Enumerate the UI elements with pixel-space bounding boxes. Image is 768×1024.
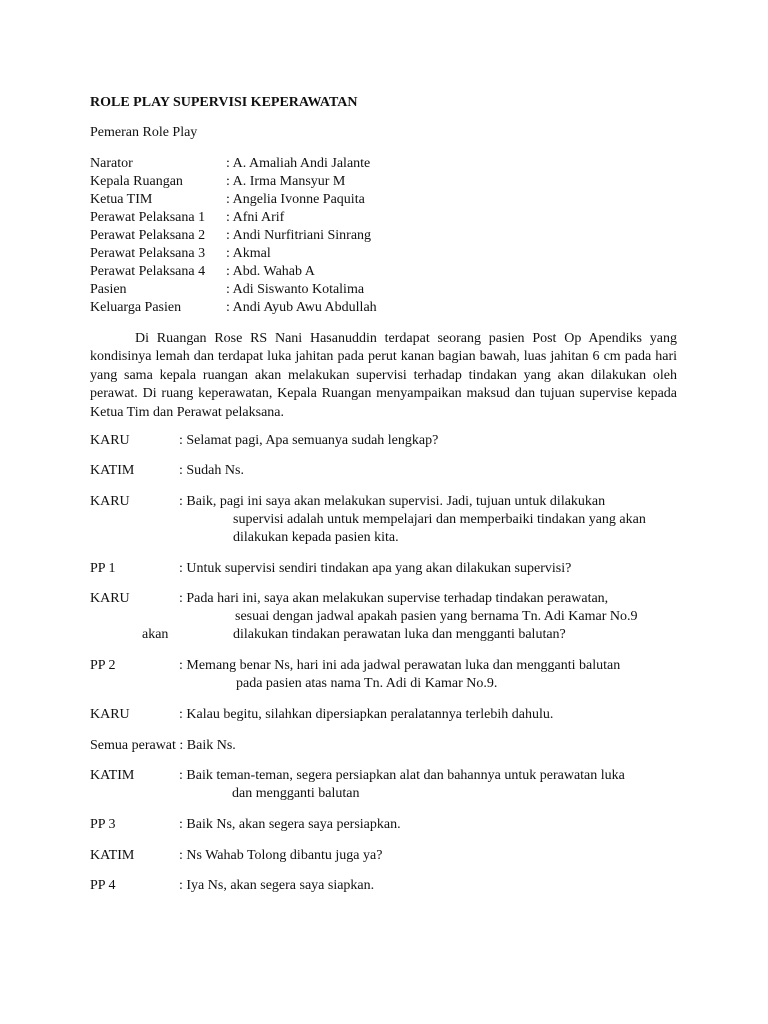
dialogue-line: dilakukan tindakan perawatan luka dan mengganti balutan?: [233, 627, 566, 642]
dialogue-line: pada pasien atas nama Tn. Adi di Kamar No.9.: [236, 676, 498, 691]
speaker-label: PP 4: [90, 878, 116, 893]
dialogue-line: : Selamat pagi, Apa semuanya sudah lengkap?: [179, 433, 439, 448]
dialogue-line: dilakukan kepada pasien kita.: [233, 530, 399, 545]
cast-heading: Pemeran Role Play: [90, 125, 198, 140]
cast-role: Perawat Pelaksana 4: [90, 264, 206, 279]
cast-role: Perawat Pelaksana 3: [90, 246, 206, 261]
dialogue-line: : Memang benar Ns, hari ini ada jadwal perawatan luka dan mengganti balutan: [179, 658, 621, 673]
dialogue-line: : Iya Ns, akan segera saya siapkan.: [179, 878, 375, 893]
cast-name: : A. Amaliah Andi Jalante: [226, 156, 371, 171]
speaker-label: PP 1: [90, 561, 116, 576]
dialogue-line: : Untuk supervisi sendiri tindakan apa yang akan dilakukan supervisi?: [179, 561, 572, 576]
dialogue-line: : Ns Wahab Tolong dibantu juga ya?: [179, 848, 383, 863]
cast-name: : Andi Ayub Awu Abdullah: [226, 300, 377, 315]
dialogue-line: : Pada hari ini, saya akan melakukan supervise terhadap tindakan perawatan,: [179, 591, 609, 606]
cast-name: : A. Irma Mansyur M: [226, 174, 346, 189]
speaker-label: KARU: [90, 433, 130, 448]
dialogue-line: dan mengganti balutan: [232, 786, 360, 801]
cast-role: Keluarga Pasien: [90, 300, 182, 315]
cast-role: Kepala Ruangan: [90, 174, 183, 189]
cast-name: : Abd. Wahab A: [226, 264, 315, 279]
intro-text: Di Ruangan Rose RS Nani Hasanuddin terdapat seorang pasien Post Op Apendiks yang kondisinya lemah dan terdapat luka jahitan pada perut kanan bagian bawah, luas jahitan 6 cm pada hari yang sama kepala ruangan akan melakukan supervisi terhadap tindakan yang akan dilakukan oleh perawat. Di ruang keperawatan, Kepala Ruangan menyampaikan maksud dan tujuan supervise kepada Ketua Tim dan Perawat pelaksana.: [90, 331, 677, 420]
cast-role: Narator: [90, 156, 133, 171]
dialogue-line: supervisi adalah untuk mempelajari dan memperbaiki tindakan yang akan: [233, 512, 646, 527]
intro-paragraph: [90, 330, 677, 422]
dialogue-line: sesuai dengan jadwal apakah pasien yang bernama Tn. Adi Kamar No.9: [235, 609, 638, 624]
dialogue-line: : Baik teman-teman, segera persiapkan alat dan bahannya untuk perawatan luka: [179, 768, 625, 783]
speaker-label: PP 3: [90, 817, 116, 832]
cast-role: Perawat Pelaksana 1: [90, 210, 206, 225]
dialogue-line: : Baik, pagi ini saya akan melakukan supervisi. Jadi, tujuan untuk dilakukan: [179, 494, 606, 509]
cast-role: Ketua TIM: [90, 192, 153, 207]
dialogue-line: : Sudah Ns.: [179, 463, 244, 478]
cast-role: Pasien: [90, 282, 127, 297]
cast-name: : Akmal: [226, 246, 271, 261]
dialogue-word: akan: [142, 627, 169, 642]
speaker-label: KARU: [90, 494, 130, 509]
speaker-label: KATIM: [90, 768, 135, 783]
cast-role: Perawat Pelaksana 2: [90, 228, 206, 243]
speaker-label: KARU: [90, 591, 130, 606]
cast-name: : Adi Siswanto Kotalima: [226, 282, 365, 297]
cast-name: : Andi Nurfitriani Sinrang: [226, 228, 372, 243]
document-title: ROLE PLAY SUPERVISI KEPERAWATAN: [90, 95, 358, 110]
speaker-label: PP 2: [90, 658, 116, 673]
speaker-label: KATIM: [90, 848, 135, 863]
cast-name: : Afni Arif: [226, 210, 285, 225]
speaker-label: KARU: [90, 707, 130, 722]
dialogue-line: : Baik Ns, akan segera saya persiapkan.: [179, 817, 401, 832]
speaker-label: KATIM: [90, 463, 135, 478]
dialogue-line: Semua perawat : Baik Ns.: [90, 738, 236, 753]
dialogue-line: : Kalau begitu, silahkan dipersiapkan peralatannya terlebih dahulu.: [179, 707, 554, 722]
cast-name: : Angelia Ivonne Paquita: [226, 192, 365, 207]
